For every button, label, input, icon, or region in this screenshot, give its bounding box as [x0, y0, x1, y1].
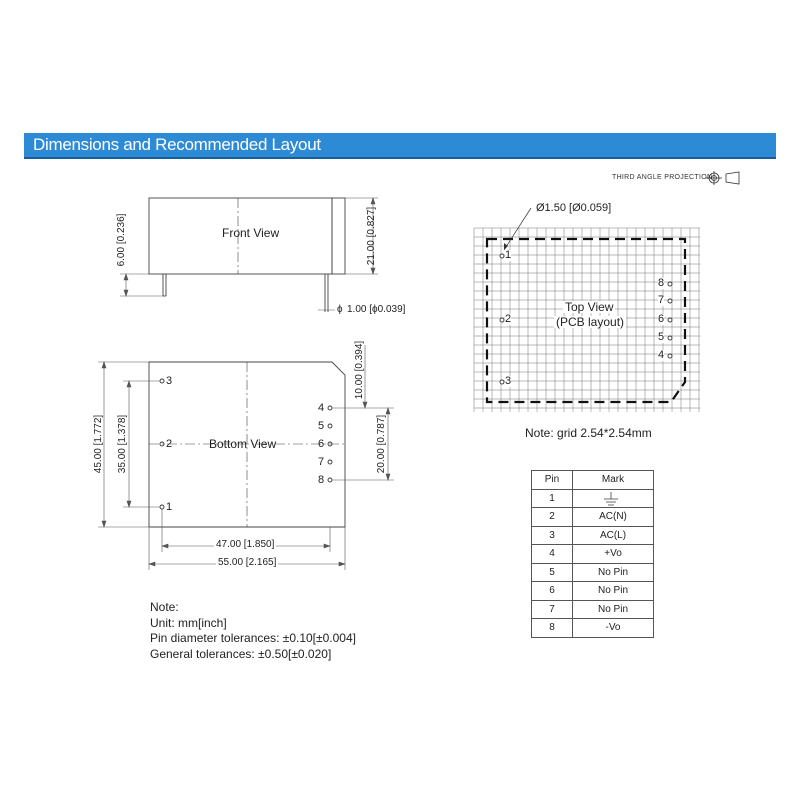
bottom-pin-label-8: 8 [318, 474, 325, 486]
mark-cell: No Pin [573, 582, 654, 601]
top-pin-label-4: 4 [658, 349, 665, 361]
section-title: Dimensions and Recommended Layout [33, 135, 321, 154]
top-pin-label-5: 5 [658, 331, 665, 343]
bottom-height-dimension: 45.00 [1.772] [93, 414, 104, 474]
table-row [532, 582, 654, 601]
front-view-outline [149, 198, 345, 312]
pin-cell: 2 [532, 508, 573, 527]
top-pin-label-7: 7 [658, 294, 665, 306]
grid-note: Note: grid 2.54*2.54mm [525, 426, 652, 440]
notes-title: Note: [150, 600, 179, 614]
table-row [532, 545, 654, 564]
notes-line-general-tolerance: General tolerances: ±0.50[±0.020] [150, 646, 332, 661]
notes-line-pin-tolerance: Pin diameter tolerances: ±0.10[±0.004] [150, 631, 356, 645]
mark-cell [573, 489, 654, 508]
top-pin-label-6: 6 [658, 313, 665, 325]
mark-cell: AC(N) [573, 508, 654, 527]
mark-cell: -Vo [573, 619, 654, 638]
bottom-pin-label-6: 6 [318, 438, 325, 450]
table-row [532, 526, 654, 545]
bottom-width-dimension: 55.00 [2.165] [218, 557, 277, 568]
bottom-pin-label-1: 1 [166, 501, 173, 513]
bottom-pin-label-4: 4 [318, 402, 325, 414]
notes-line-units: Unit: mm[inch] [150, 615, 227, 630]
bottom-pin-label-3: 3 [166, 375, 173, 387]
third-angle-projection-icon [706, 171, 739, 185]
pin-cell: 4 [532, 545, 573, 564]
pin-diameter-dimension: 1.00 [ϕ0.039] [347, 304, 406, 315]
upper-pin-dimension: 10.00 [0.394] [354, 340, 365, 400]
table-row [532, 600, 654, 619]
bottom-view-dimensions [98, 345, 394, 570]
table-row [532, 489, 654, 508]
table-header-row [532, 471, 654, 490]
pin-cell: 8 [532, 619, 573, 638]
right-pin-span-dimension: 20.00 [0.787] [376, 414, 387, 474]
pin-cell: 1 [532, 489, 573, 508]
front-height-dimension: 21.00 [0.827] [366, 206, 377, 266]
top-view-label: Top View [565, 300, 614, 314]
table-header-pin: Pin [532, 471, 573, 490]
hole-diameter-label: Ø1.50 [Ø0.059] [536, 202, 612, 214]
pin-assignment-table [531, 470, 654, 638]
front-view-label: Front View [222, 226, 280, 240]
mark-cell: No Pin [573, 563, 654, 582]
hole-leader-line [504, 208, 531, 250]
bottom-pin-label-7: 7 [318, 456, 325, 468]
table-row [532, 563, 654, 582]
top-pin-label-1: 1 [505, 249, 512, 261]
front-view-dimensions [120, 198, 378, 310]
notes-block [150, 600, 356, 662]
mark-cell: +Vo [573, 545, 654, 564]
pin-cell: 3 [532, 526, 573, 545]
top-pin-label-2: 2 [505, 313, 512, 325]
pin-span-dimension: 35.00 [1.378] [117, 414, 128, 474]
top-pin-label-8: 8 [658, 277, 665, 289]
table-header-mark: Mark [573, 471, 654, 490]
table-row [532, 619, 654, 638]
pin-cell: 5 [532, 563, 573, 582]
mark-cell: AC(L) [573, 526, 654, 545]
bottom-pin-label-2: 2 [166, 438, 173, 450]
pin-cell: 7 [532, 600, 573, 619]
bottom-view-label: Bottom View [209, 437, 277, 451]
top-pin-label-3: 3 [505, 375, 512, 387]
projection-label: THIRD ANGLE PROJECTION [612, 174, 713, 181]
pcb-layout-label: (PCB layout) [556, 315, 625, 329]
pin-cell: 6 [532, 582, 573, 601]
table-row [532, 508, 654, 527]
pin-pitch-dimension: 47.00 [1.850] [216, 539, 275, 550]
phi-symbol: ϕ [337, 304, 343, 315]
pin-length-dimension: 6.00 [0.236] [116, 213, 127, 267]
mark-cell: No Pin [573, 600, 654, 619]
bottom-pin-label-5: 5 [318, 420, 325, 432]
